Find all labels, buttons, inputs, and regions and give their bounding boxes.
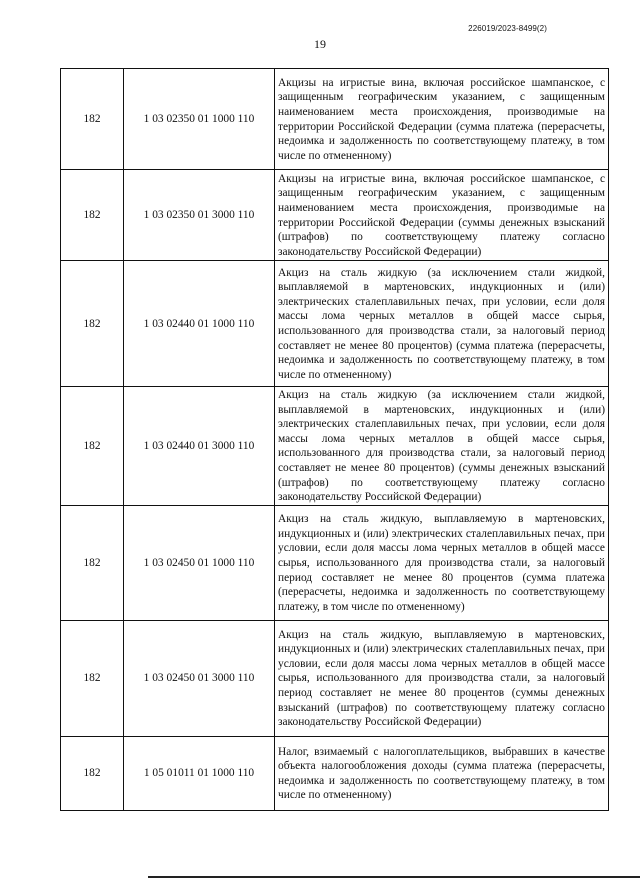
budget-code-cell: 1 03 02350 01 3000 110 <box>124 170 275 261</box>
admin-code-cell: 182 <box>61 387 124 506</box>
table-row <box>61 387 609 506</box>
page-number: 19 <box>314 37 326 51</box>
description-cell: Акциз на сталь жидкую, выплавляемую в мартеновских, индукционных и (или) электрических сталеплавильных печах, при условии, если доля массы лома черных металлов в общей массе сырья, использованного для производства стали, за налоговый период составляет не менее 80 процентов (суммы денежных взысканий (штрафов) по соответствующему платежу согласно законодательству Российской Федерации) <box>275 620 609 736</box>
description-cell: Акциз на сталь жидкую, выплавляемую в мартеновских, индукционных и (или) электрических сталеплавильных печах, при условии, если доля массы лома черных металлов в общей массе сырья, использованного для производства стали, за налоговый период составляет не менее 80 процентов (сумма платежа (перерасчеты, недоимка и задолженность по соответствующему платежу, в том числе по отмененному) <box>275 505 609 620</box>
admin-code-cell: 182 <box>61 69 124 170</box>
table-row <box>61 170 609 261</box>
admin-code-cell: 182 <box>61 736 124 810</box>
admin-code-cell: 182 <box>61 261 124 387</box>
admin-code-cell: 182 <box>61 505 124 620</box>
table-row <box>61 505 609 620</box>
budget-code-cell: 1 05 01011 01 1000 110 <box>124 736 275 810</box>
admin-code-cell: 182 <box>61 170 124 261</box>
description-cell: Налог, взимаемый с налогоплательщиков, выбравших в качестве объекта налогообложения доходы (сумма платежа (перерасчеты, недоимка и задолженность по соответствующему платежу, в том числе по отмененному) <box>275 736 609 810</box>
table-row <box>61 261 609 387</box>
table-row <box>61 736 609 810</box>
bottom-rule <box>148 876 640 878</box>
document-id: 226019/2023-8499(2) <box>468 24 547 33</box>
description-cell: Акцизы на игристые вина, включая российское шампанское, с защищенным географическим указанием, с защищенным наименованием места происхождения, производимые на территории Российской Федерации (сумма платежа (перерасчеты, недоимка и задолженность по соответствующему платежу, в том числе по отмененному) <box>275 69 609 170</box>
budget-code-cell: 1 03 02350 01 1000 110 <box>124 69 275 170</box>
table-row <box>61 620 609 736</box>
table-row <box>61 69 609 170</box>
description-cell: Акциз на сталь жидкую (за исключением стали жидкой, выплавляемой в мартеновских, индукционных и (или) электрических сталеплавильных печах, при условии, если доля массы лома черных металлов в общей массе сырья, использованного для производства стали, за налоговый период составляет не менее 80 процентов) (сумма платежа (перерасчеты, недоимка и задолженность по соответствующему платежу, в том числе по отмененному) <box>275 261 609 387</box>
admin-code-cell: 182 <box>61 620 124 736</box>
budget-code-cell: 1 03 02440 01 3000 110 <box>124 387 275 506</box>
budget-code-cell: 1 03 02440 01 1000 110 <box>124 261 275 387</box>
budget-codes-table <box>60 68 609 811</box>
budget-code-cell: 1 03 02450 01 3000 110 <box>124 620 275 736</box>
budget-code-cell: 1 03 02450 01 1000 110 <box>124 505 275 620</box>
description-cell: Акциз на сталь жидкую (за исключением стали жидкой, выплавляемой в мартеновских, индукционных и (или) электрических сталеплавильных печах, при условии, если доля массы лома черных металлов в общей массе сырья, использованного для производства стали, за налоговый период составляет не менее 80 процентов) (суммы денежных взысканий (штрафов) по соответствующему платежу согласно законодательству Российской Федерации) <box>275 387 609 506</box>
description-cell: Акцизы на игристые вина, включая российское шампанское, с защищенным географическим указанием, с защищенным наименованием места происхождения, производимые на территории Российской Федерации (суммы денежных взысканий (штрафов) по соответствующему платежу согласно законодательству Российской Федерации) <box>275 170 609 261</box>
